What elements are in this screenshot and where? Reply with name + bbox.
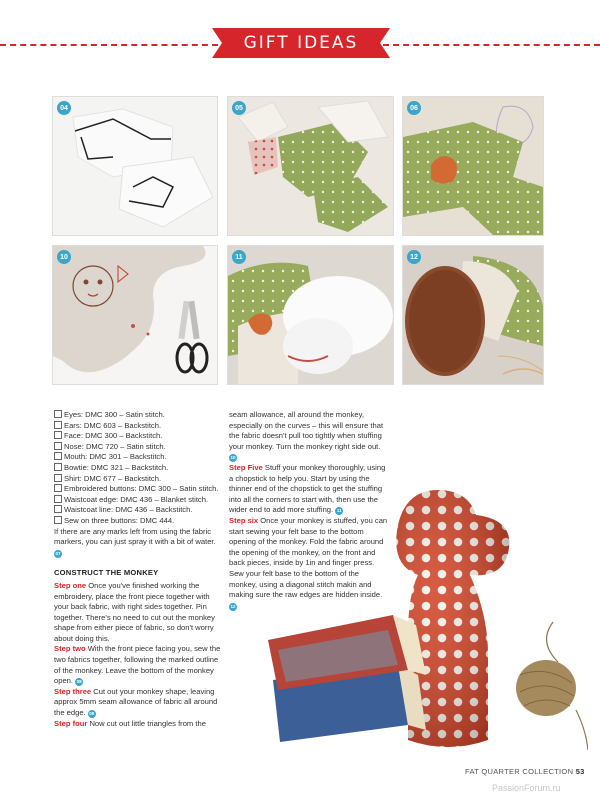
step-paragraph: Step Five Stuff your monkey thoroughly, using a chopstick to help you. Start by using the thinner end of the chopstick to get the stuffing into all the corners to start with, then use the wider end to add more stuffing. 11 [229,462,386,515]
fabric-pieces-illustration [228,97,393,235]
step-text-part: seam allowance, all around the monkey, especially on the curves – this will ensure that the fabric doesn't pull too tightly when stuffing your monkey. Turn the monkey right side out. [229,410,384,451]
page-footer: FAT QUARTER COLLECTION 53 [465,767,585,776]
step-paragraph [54,719,221,730]
step-ref-badge: 11 [336,508,342,514]
books-illustration [268,615,426,742]
header-rule-right [383,44,600,46]
step-label: Step two [54,644,86,654]
marks-note: If there are any marks left from using the fabric markers, you can just spray it with a bit of water. 07 [54,526,216,556]
embroidered-fabric-illustration [403,97,543,235]
step-label: Step Five [229,462,263,472]
step-ref-badge: 09 [89,711,95,717]
step-paragraph: Step two With the front piece facing you, sew the two fabrics together, following the marked outline of the monkey. Leave the bottom of the monkey open. 08 [54,644,221,686]
watermark: PassionForum.ru [492,783,561,793]
step-ref-badge: 07 [55,550,61,556]
checkbox-icon [54,431,62,439]
checkbox-icon [54,474,62,482]
photo-number-badge: 04 [57,101,71,115]
materials-item: Waistcoat line: DMC 436 – Backstitch. [54,505,221,516]
step-label: Step four [54,718,88,728]
materials-item: Nose: DMC 720 – Satin stitch. [54,442,221,453]
materials-item: Mouth: DMC 301 – Backstitch. [54,452,221,463]
step-label: Step three [54,686,92,696]
materials-item: Sew on three buttons: DMC 444. [54,516,221,527]
photo-number-badge: 05 [232,101,246,115]
step-paragraph-continued [229,410,389,463]
section-banner: GIFT IDEAS [222,28,380,58]
checkbox-icon [54,516,62,524]
step-ref-badge: 10 [230,455,236,461]
step-paragraph: Step six Once your monkey is stuffed, you can start sewing your felt base to the bottom opening of the monkey. Fold the fabric around the opening of the monkey, on the front and back pieces, inside by 1in and finger press. Sew your felt base to the bottom of the monkey, using a diagonal stitch makin and making sure the raw edges are hidden inside. 12 [229,515,388,609]
step-paragraph: Step three Cut out your monkey shape, leaving approx 5mm seam allowance of fabric all around the edge. 09 [54,686,218,718]
step-ref-badge: 12 [230,603,236,609]
photo-step-05 [227,96,394,236]
step-ref-badge: 08 [76,679,82,685]
checkbox-icon [54,452,62,460]
instructions-column-1 [54,410,221,729]
photo-number-badge: 10 [57,250,71,264]
checkbox-icon [54,505,62,513]
section-heading: CONSTRUCT THE MONKEY [54,568,159,578]
photo-step-04 [52,96,218,236]
checkbox-icon [54,484,62,492]
pattern-pieces-illustration [53,97,217,235]
photo-step-12 [402,245,544,385]
embroidered-face-illustration [53,246,217,384]
materials-item: Waistcoat edge: DMC 436 – Blanket stitch. [54,495,221,506]
materials-item: Eyes: DMC 300 – Satin stitch. [54,410,221,421]
felt-base-illustration [403,246,543,384]
stuffing-illustration [228,246,393,384]
monkey-doorstop-photo [258,470,588,765]
materials-item: Ears: DMC 603 – Backstitch. [54,421,221,432]
photo-number-badge: 12 [407,250,421,264]
checkbox-icon [54,421,62,429]
checkbox-icon [54,495,62,503]
photo-step-06 [402,96,544,236]
page-number: 53 [575,767,585,776]
checkbox-icon [54,463,62,471]
materials-item: Embroidered buttons: DMC 300 – Satin stitch. [54,484,221,495]
checkbox-icon [54,410,62,418]
header-rule-left [0,44,218,46]
materials-item: Shirt: DMC 677 – Backstitch. [54,474,221,485]
materials-item: Face: DMC 300 – Backstitch. [54,431,221,442]
step-text-part: Now cut out little triangles from the [87,718,206,728]
step-label: Step one [54,580,87,590]
photo-step-11 [227,245,394,385]
step-paragraph: Step one Once you've finished working the embroidery, place the front piece together with your back fabric, with right sides together. Pin together. There's no need to cut out the monkey shape from either piece of fabric, so don't worry about doing this. [54,580,215,643]
photo-number-badge: 11 [232,250,246,264]
photo-step-10 [52,245,218,385]
checkbox-icon [54,442,62,450]
photo-number-badge: 06 [407,101,421,115]
materials-item: Bowtie: DMC 321 – Backstitch. [54,463,221,474]
step-label: Step six [229,515,259,525]
